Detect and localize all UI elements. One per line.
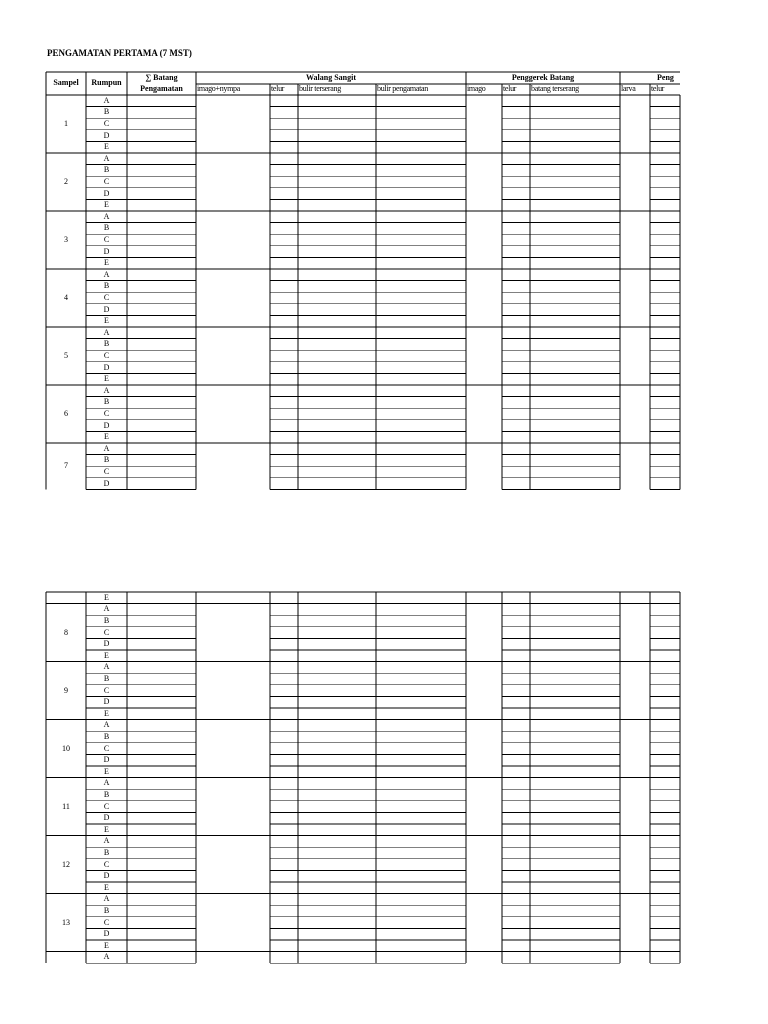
rumpun-label: E	[104, 825, 109, 834]
rumpun-label: C	[103, 744, 110, 753]
page-title: PENGAMATAN PERTAMA (7 MST)	[47, 48, 192, 58]
rumpun-label: B	[103, 849, 110, 857]
subheader-pb-telur: telur	[503, 85, 517, 93]
rumpun-label: C	[103, 410, 110, 418]
rumpun-label: A	[103, 779, 110, 788]
rumpun-label: A	[103, 270, 110, 279]
subheader-pb-imago: imago	[467, 85, 486, 93]
subheader-ws-telur: telur	[271, 85, 285, 93]
sampel-number: 3	[64, 236, 68, 244]
rumpun-label: C	[103, 918, 110, 927]
rumpun-label: B	[103, 282, 110, 291]
sampel-number: 9	[64, 686, 68, 695]
rumpun-label: C	[103, 294, 110, 302]
sampel-number: 7	[64, 462, 68, 471]
rumpun-label: B	[103, 340, 110, 349]
rumpun-label: E	[104, 651, 109, 660]
sampel-number: 6	[64, 410, 68, 418]
rumpun-label: C	[103, 628, 110, 637]
rumpun-label: D	[103, 872, 110, 881]
sampel-number: 11	[62, 802, 70, 811]
rumpun-label: A	[103, 895, 110, 904]
rumpun-label: B	[103, 456, 110, 465]
rumpun-label: E	[104, 201, 109, 210]
sampel-number: 5	[64, 352, 68, 360]
rumpun-label: B	[103, 733, 110, 741]
rumpun-label: E	[104, 767, 109, 776]
rumpun-label: A	[103, 953, 110, 962]
rumpun-label: C	[103, 236, 110, 244]
rumpun-label: C	[103, 468, 110, 476]
header-sampel: Sampel	[53, 79, 79, 87]
rumpun-label: D	[103, 698, 110, 707]
rumpun-label: A	[103, 663, 110, 672]
rumpun-label: D	[103, 305, 110, 314]
header-batang-line2: Pengamatan	[140, 85, 183, 93]
sampel-number: 10	[62, 744, 70, 753]
header-walang-sangit: Walang Sangit	[305, 74, 356, 82]
rumpun-label: B	[103, 907, 110, 915]
sampel-number: 4	[64, 294, 68, 302]
rumpun-label: E	[104, 259, 109, 268]
rumpun-label: C	[103, 802, 110, 811]
rumpun-label: A	[103, 386, 110, 395]
rumpun-label: D	[103, 189, 110, 198]
sampel-number: 8	[64, 628, 68, 637]
rumpun-label: C	[103, 860, 110, 869]
rumpun-label: D	[103, 640, 110, 649]
subheader-ws-bulir-pengamatan: bulir pengamatan	[377, 85, 428, 93]
rumpun-label: A	[103, 605, 110, 614]
rumpun-label: A	[103, 721, 110, 730]
rumpun-label: A	[103, 444, 110, 453]
subheader-g3-telur: telur	[651, 85, 665, 93]
rumpun-label: D	[103, 930, 110, 939]
rumpun-label: E	[104, 709, 109, 718]
rumpun-label: D	[103, 363, 110, 372]
rumpun-label: A	[103, 154, 110, 163]
subheader-g3-larva: larva	[621, 85, 636, 93]
rumpun-label: B	[103, 398, 110, 407]
rumpun-label: E	[104, 883, 109, 892]
subheader-ws-bulir-terserang: bulir terserang	[299, 85, 341, 93]
rumpun-label: A	[103, 837, 110, 846]
sampel-number: 13	[62, 918, 70, 927]
rumpun-label: C	[103, 686, 110, 695]
rumpun-label: E	[104, 143, 109, 152]
rumpun-label: B	[103, 224, 110, 233]
rumpun-label: C	[103, 178, 110, 186]
rumpun-label: E	[104, 375, 109, 384]
rumpun-label: D	[103, 479, 110, 488]
rumpun-label: D	[103, 421, 110, 430]
rumpun-label: E	[104, 433, 109, 442]
header-third-group: Peng	[657, 74, 674, 82]
rumpun-label: E	[104, 593, 109, 602]
rumpun-label: B	[103, 675, 110, 683]
sampel-number: 1	[64, 120, 68, 128]
rumpun-label: C	[103, 120, 110, 128]
rumpun-label: A	[103, 96, 110, 105]
rumpun-label: B	[103, 791, 110, 799]
rumpun-label: E	[104, 317, 109, 326]
sampel-number: 12	[62, 860, 70, 869]
rumpun-label: B	[103, 617, 110, 625]
header-rumpun: Rumpun	[91, 79, 122, 87]
rumpun-label: E	[104, 941, 109, 950]
rumpun-label: C	[103, 352, 110, 360]
rumpun-label: D	[103, 247, 110, 256]
rumpun-label: A	[103, 328, 110, 337]
subheader-pb-batang-terserang: batang terserang	[531, 85, 579, 93]
header-penggerek-batang: Penggerek Batang	[511, 74, 575, 82]
rumpun-label: B	[103, 108, 110, 117]
rumpun-label: B	[103, 166, 110, 175]
subheader-ws-imago: imago+nympa	[197, 85, 240, 93]
rumpun-label: A	[103, 212, 110, 221]
sampel-number: 2	[64, 178, 68, 186]
header-batang-line1: ∑ Batang	[145, 74, 178, 82]
rumpun-label: D	[103, 814, 110, 823]
rumpun-label: D	[103, 131, 110, 140]
rumpun-label: D	[103, 756, 110, 765]
